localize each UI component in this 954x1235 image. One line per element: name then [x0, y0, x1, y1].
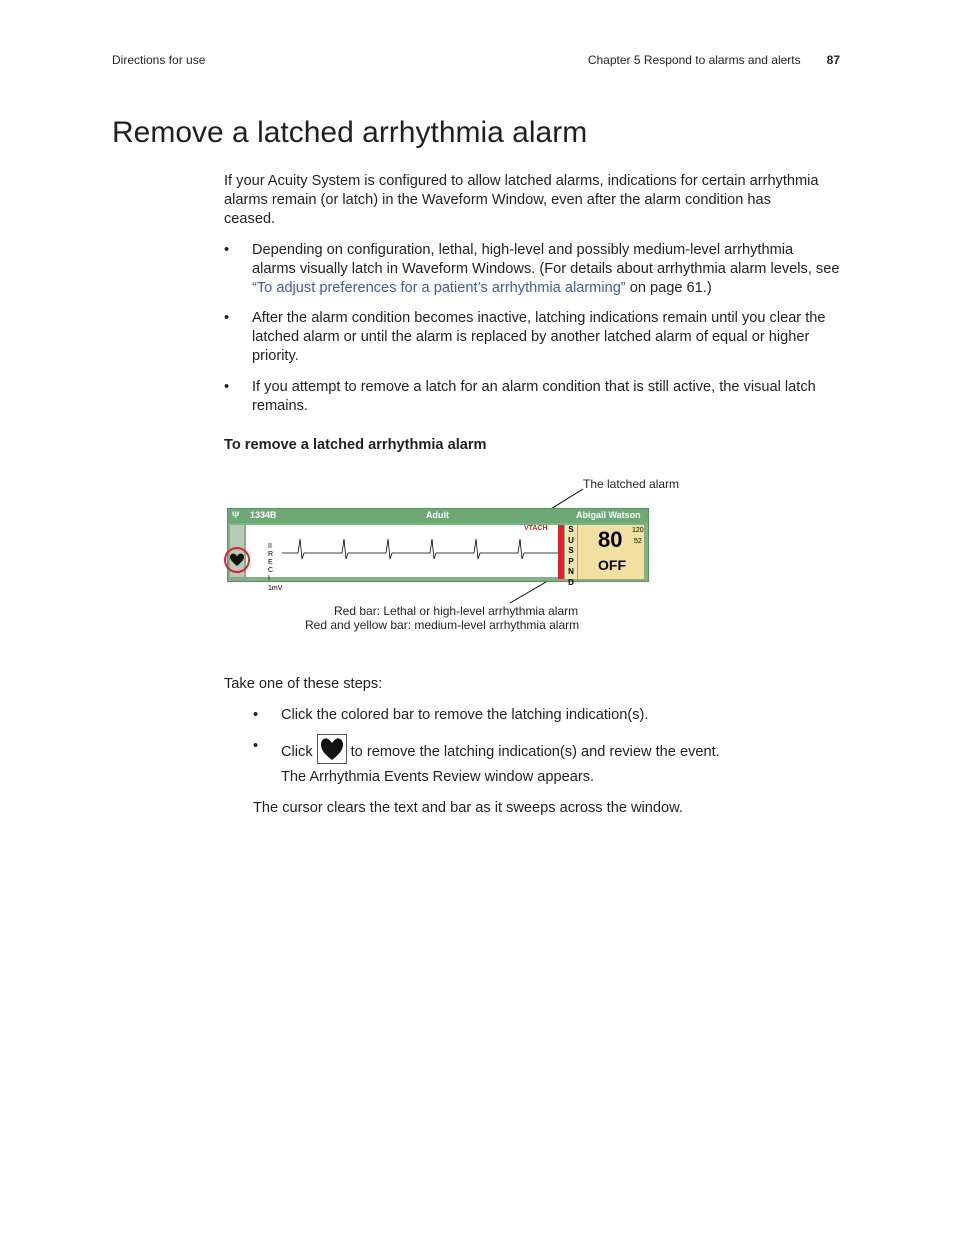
bed-label: 1334B	[250, 510, 277, 520]
lead-labels: II R E C I	[268, 543, 274, 582]
callout-latched-alarm: The latched alarm	[583, 477, 680, 491]
mode-label: Adult	[426, 510, 449, 520]
latched-alarm-bar[interactable]	[558, 525, 564, 579]
intro-paragraph: If your Acuity System is configured to allow latched alarms, indications for certain arrhythmia alarms remain (or latch) in the Waveform Window, even after the alarm condition has ceased.	[224, 173, 819, 227]
limit-high: 120	[632, 527, 644, 534]
heart-rate-value: 80	[598, 527, 623, 552]
ecg-waveform-area	[246, 525, 558, 592]
waveform-window[interactable]	[227, 508, 649, 592]
steps-intro: Take one of these steps:	[224, 676, 383, 692]
ecg-trace	[246, 525, 558, 577]
heart-button[interactable]	[317, 734, 347, 764]
limit-low: 52	[634, 538, 642, 545]
step-text: Click	[281, 743, 313, 760]
page-title: Remove a latched arrhythmia alarm	[112, 116, 588, 149]
bullet-dot: •	[253, 707, 259, 723]
bullet-item	[224, 378, 840, 418]
bullet-text: After the alarm condition becomes inactive, latching indications remain until you clear the latched alarm or until the alarm is replaced by another latched alarm of equal or higher priority.	[252, 310, 826, 364]
bullet-dot: •	[224, 310, 230, 326]
chapter-label: Chapter 5 Respond to alarms and alerts	[587, 53, 801, 67]
step-text: to remove the latching indication(s) and review the event.	[350, 743, 720, 760]
heart-icon	[318, 735, 346, 763]
callout-red-bar: Red bar: Lethal or high-level arrhythmia alarm	[334, 604, 579, 618]
bullet-text: on page 61.)	[625, 280, 712, 296]
numerics-panel	[578, 525, 644, 579]
closing-text: The cursor clears the text and bar as it sweeps across the window.	[253, 800, 683, 816]
monitor-title-bar	[228, 509, 648, 523]
bullet-dot: •	[253, 738, 259, 754]
bullet-dot: •	[224, 242, 230, 258]
figure-waveform-window	[222, 470, 682, 640]
running-header-right	[588, 53, 840, 67]
alarm-label: VTACH	[524, 525, 548, 532]
step-item	[253, 737, 813, 760]
scale-label: 1mV	[268, 585, 283, 592]
status-value: OFF	[598, 557, 626, 573]
suspend-indicator: S U S P N D	[565, 525, 577, 579]
procedure-heading: To remove a latched arrhythmia alarm	[224, 437, 487, 453]
page-number: 87	[826, 53, 840, 67]
bullet-text: If you attempt to remove a latch for an alarm condition that is still active, the visual latch remains.	[252, 379, 816, 414]
bullet-item	[224, 309, 840, 367]
bullet-text: Depending on configuration, lethal, high-level and possibly medium-level arrhythmia alarms visually latch in Waveform Windows. (For details about arrhythmia alarm levels, see	[252, 242, 840, 277]
bullet-dot: •	[224, 379, 230, 395]
step-item	[253, 706, 813, 726]
step-result: The Arrhythmia Events Review window appears.	[281, 769, 595, 785]
running-header-left: Directions for use	[112, 53, 206, 67]
heart-icon	[226, 549, 248, 571]
antenna-icon: Ψ	[232, 510, 240, 520]
heart-button-highlight[interactable]	[224, 547, 250, 573]
bullet-item	[224, 241, 840, 299]
callout-red-yellow-bar: Red and yellow bar: medium-level arrhythmia alarm	[305, 618, 580, 632]
cross-reference-link[interactable]: “To adjust preferences for a patient’s arrhythmia alarming”	[252, 280, 626, 296]
patient-name: Abigail Watson	[576, 510, 641, 520]
step-text: Click the colored bar to remove the latching indication(s).	[281, 707, 649, 723]
